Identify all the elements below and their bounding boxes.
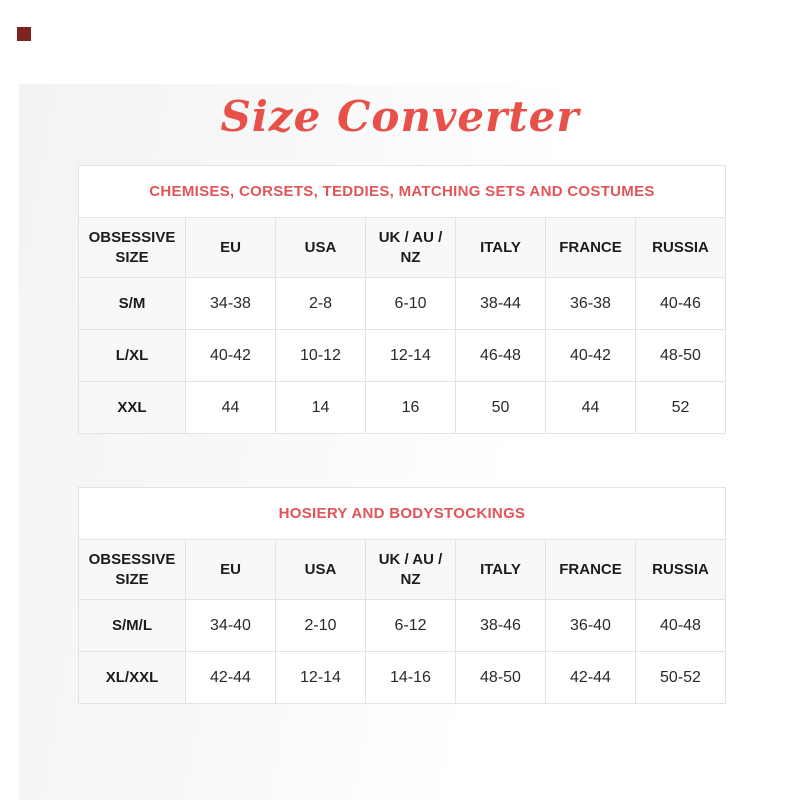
- column-header: FRANCE: [546, 540, 636, 600]
- table-caption-row: [79, 488, 726, 540]
- size-value-cell: 16: [366, 382, 456, 434]
- column-header: FRANCE: [546, 218, 636, 278]
- row-size-label: L/XL: [79, 330, 186, 382]
- size-value-cell: 10-12: [276, 330, 366, 382]
- row-size-label: XXL: [79, 382, 186, 434]
- size-value-cell: 42-44: [546, 652, 636, 704]
- size-value-cell: 42-44: [186, 652, 276, 704]
- table-row: [79, 382, 726, 434]
- size-value-cell: 14: [276, 382, 366, 434]
- column-header: RUSSIA: [636, 540, 726, 600]
- size-table-chemises-corsets: [78, 165, 726, 434]
- size-value-cell: 36-40: [546, 600, 636, 652]
- size-value-cell: 40-42: [546, 330, 636, 382]
- size-value-cell: 48-50: [456, 652, 546, 704]
- size-value-cell: 34-38: [186, 278, 276, 330]
- size-value-cell: 38-46: [456, 600, 546, 652]
- size-value-cell: 34-40: [186, 600, 276, 652]
- size-value-cell: 40-42: [186, 330, 276, 382]
- size-value-cell: 6-12: [366, 600, 456, 652]
- size-table-hosiery-bodystockings: [78, 487, 726, 704]
- table-caption-row: [79, 166, 726, 218]
- size-value-cell: 12-14: [276, 652, 366, 704]
- size-table: [78, 487, 726, 704]
- page-title: Size Converter: [220, 92, 580, 141]
- size-value-cell: 38-44: [456, 278, 546, 330]
- size-value-cell: 2-8: [276, 278, 366, 330]
- size-value-cell: 44: [186, 382, 276, 434]
- column-header: ITALY: [456, 218, 546, 278]
- column-header-row: [79, 218, 726, 278]
- column-header: RUSSIA: [636, 218, 726, 278]
- column-header: EU: [186, 540, 276, 600]
- row-size-label: S/M: [79, 278, 186, 330]
- size-value-cell: 12-14: [366, 330, 456, 382]
- column-header-row: [79, 540, 726, 600]
- table-caption: CHEMISES, CORSETS, TEDDIES, MATCHING SETS AND COSTUMES: [79, 166, 726, 218]
- row-size-label: XL/XXL: [79, 652, 186, 704]
- size-value-cell: 52: [636, 382, 726, 434]
- size-value-cell: 40-48: [636, 600, 726, 652]
- size-value-cell: 6-10: [366, 278, 456, 330]
- size-value-cell: 36-38: [546, 278, 636, 330]
- column-header: ITALY: [456, 540, 546, 600]
- table-row: [79, 278, 726, 330]
- size-value-cell: 14-16: [366, 652, 456, 704]
- size-value-cell: 50-52: [636, 652, 726, 704]
- table-caption: HOSIERY AND BODYSTOCKINGS: [79, 488, 726, 540]
- column-header: USA: [276, 540, 366, 600]
- table-row: [79, 330, 726, 382]
- table-row: [79, 600, 726, 652]
- size-value-cell: 46-48: [456, 330, 546, 382]
- column-header: USA: [276, 218, 366, 278]
- size-value-cell: 40-46: [636, 278, 726, 330]
- size-table: [78, 165, 726, 434]
- size-value-cell: 44: [546, 382, 636, 434]
- column-header: OBSESSIVE SIZE: [79, 540, 186, 600]
- column-header: OBSESSIVE SIZE: [79, 218, 186, 278]
- size-value-cell: 50: [456, 382, 546, 434]
- size-value-cell: 48-50: [636, 330, 726, 382]
- column-header: EU: [186, 218, 276, 278]
- column-header: UK / AU / NZ: [366, 218, 456, 278]
- column-header: UK / AU / NZ: [366, 540, 456, 600]
- size-value-cell: 2-10: [276, 600, 366, 652]
- table-row: [79, 652, 726, 704]
- row-size-label: S/M/L: [79, 600, 186, 652]
- brand-corner-square: [17, 27, 31, 41]
